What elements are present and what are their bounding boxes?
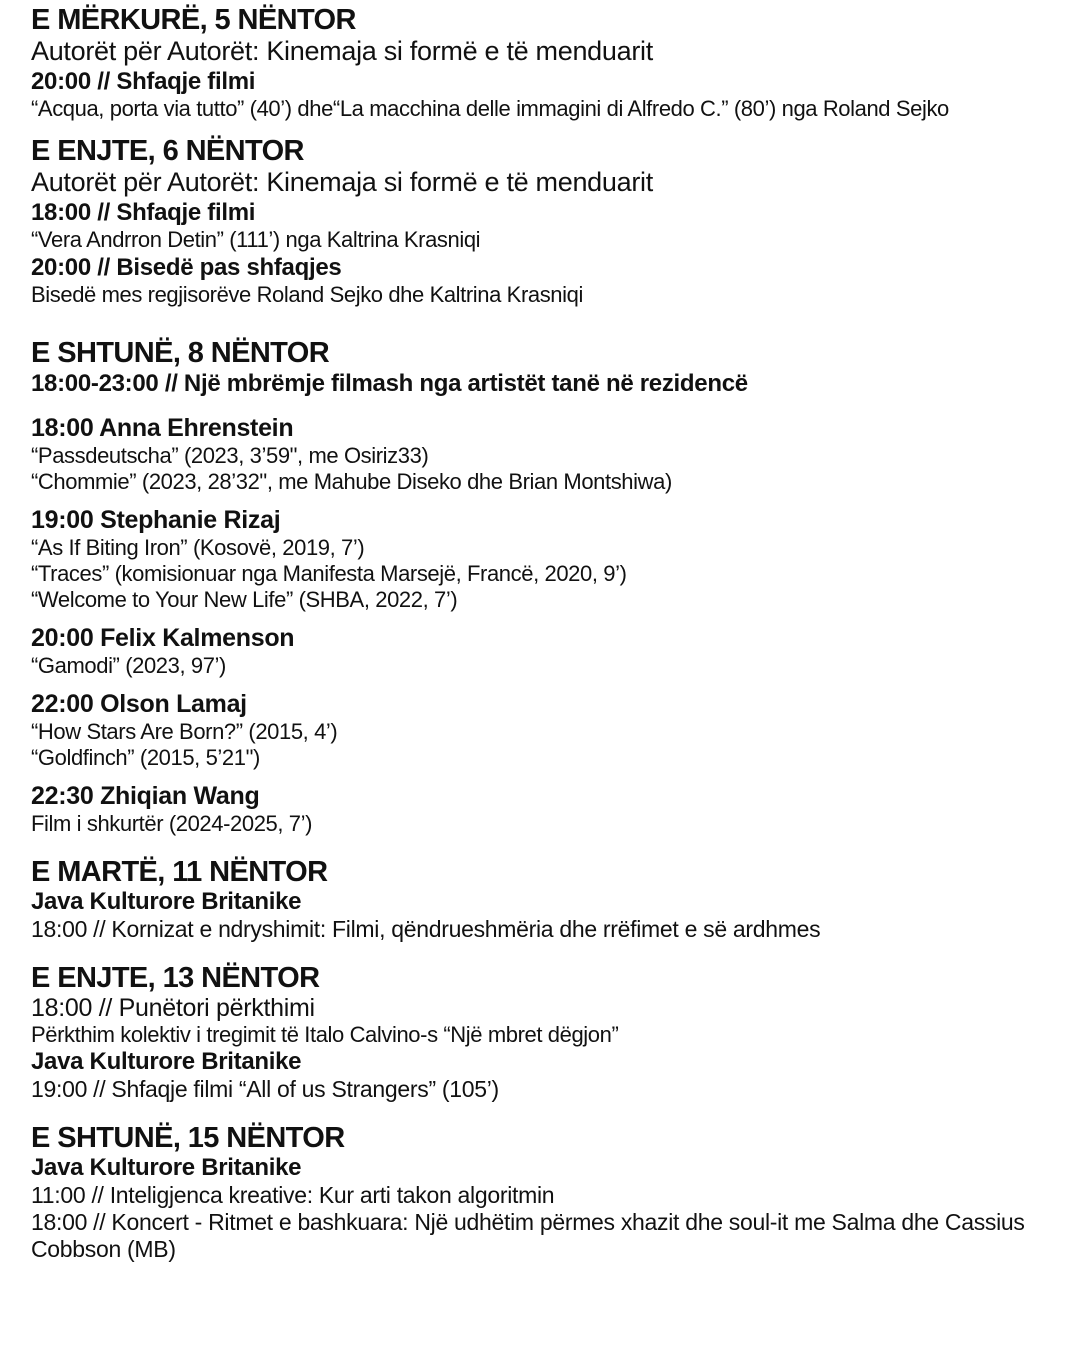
artist-heading: 22:00 Olson Lamaj — [31, 690, 247, 718]
time-slot-heading: 18:00 // Shfaqje filmi — [31, 199, 256, 226]
day-section-nov-15 — [31, 1122, 1056, 1263]
film-item: “Goldfinch” (2015, 5’21") — [31, 745, 260, 770]
film-item: “How Stars Are Born?” (2015, 4’) — [31, 719, 338, 744]
artist-heading: 20:00 Felix Kalmenson — [31, 624, 295, 652]
organizer-label: Java Kulturore Britanike — [31, 888, 302, 915]
film-item: “Passdeutscha” (2023, 3’59", me Osiriz33) — [31, 443, 429, 468]
film-item: “As If Biting Iron” (Kosovë, 2019, 7’) — [31, 535, 365, 560]
day-heading: E SHTUNË, 15 NËNTOR — [31, 1122, 345, 1154]
event-item: 19:00 // Shfaqje filmi “All of us Strangers” (105’) — [31, 1076, 499, 1102]
day-heading: E SHTUNË, 8 NËNTOR — [31, 337, 330, 369]
event-description: Bisedë mes regjisorëve Roland Sejko dhe Kaltrina Krasniqi — [31, 282, 583, 307]
film-item: “Chommie” (2023, 28’32", me Mahube Diseko dhe Brian Montshiwa) — [31, 469, 672, 494]
day-heading: E MARTË, 11 NËNTOR — [31, 856, 328, 888]
day-heading: E MËRKURË, 5 NËNTOR — [31, 4, 356, 36]
event-item: 11:00 // Inteligjenca kreative: Kur arti takon algoritmin — [31, 1182, 555, 1208]
day-section-nov-6 — [31, 135, 1056, 308]
artist-heading: 22:30 Zhiqian Wang — [31, 782, 260, 810]
organizer-label: Java Kulturore Britanike — [31, 1154, 302, 1181]
day-heading: E ENJTE, 6 NËNTOR — [31, 135, 304, 167]
artist-block — [31, 506, 1056, 613]
event-item: 18:00 // Punëtori përkthimi — [31, 994, 315, 1022]
event-description: “Acqua, porta via tutto” (40’) dhe“La macchina delle immagini di Alfredo C.” (80’) nga Roland Sejko — [31, 96, 949, 121]
event-description: Përkthim kolektiv i tregimit të Italo Calvino-s “Një mbret dëgjon” — [31, 1022, 619, 1047]
time-slot-heading: 18:00-23:00 // Një mbrëmje filmash nga artistët tanë në rezidencë — [31, 370, 748, 397]
film-item: “Gamodi” (2023, 97’) — [31, 653, 226, 678]
day-section-nov-8 — [31, 337, 1056, 837]
film-item: Film i shkurtër (2024-2025, 7’) — [31, 811, 313, 836]
organizer-label: Java Kulturore Britanike — [31, 1048, 302, 1075]
day-section-nov-5 — [31, 4, 1056, 122]
film-item: “Welcome to Your New Life” (SHBA, 2022, 7’) — [31, 587, 458, 612]
artist-block — [31, 414, 1056, 495]
event-item: 18:00 // Kornizat e ndryshimit: Filmi, qëndrueshmëria dhe rrëfimet e së ardhmes — [31, 916, 821, 942]
artist-block — [31, 624, 1056, 679]
day-heading: E ENJTE, 13 NËNTOR — [31, 962, 320, 994]
artist-heading: 18:00 Anna Ehrenstein — [31, 414, 294, 442]
day-section-nov-13 — [31, 962, 1056, 1103]
artist-heading: 19:00 Stephanie Rizaj — [31, 506, 281, 534]
artist-block — [31, 690, 1056, 771]
time-slot-heading: 20:00 // Bisedë pas shfaqjes — [31, 254, 342, 281]
series-title: Autorët për Autorët: Kinemaja si formë e të menduarit — [31, 167, 653, 197]
film-item: “Traces” (komisionuar nga Manifesta Marsejë, Francë, 2020, 9’) — [31, 561, 627, 586]
artist-block — [31, 782, 1056, 837]
event-schedule — [31, 4, 1056, 1263]
day-section-nov-11 — [31, 856, 1056, 943]
event-item: 18:00 // Koncert - Ritmet e bashkuara: Një udhëtim përmes xhazit dhe soul-it me Salma dhe Cassius Cobbson (MB) — [31, 1209, 1025, 1262]
series-title: Autorët për Autorët: Kinemaja si formë e të menduarit — [31, 36, 653, 66]
time-slot-heading: 20:00 // Shfaqje filmi — [31, 68, 256, 95]
event-description: “Vera Andrron Detin” (111’) nga Kaltrina Krasniqi — [31, 227, 481, 252]
